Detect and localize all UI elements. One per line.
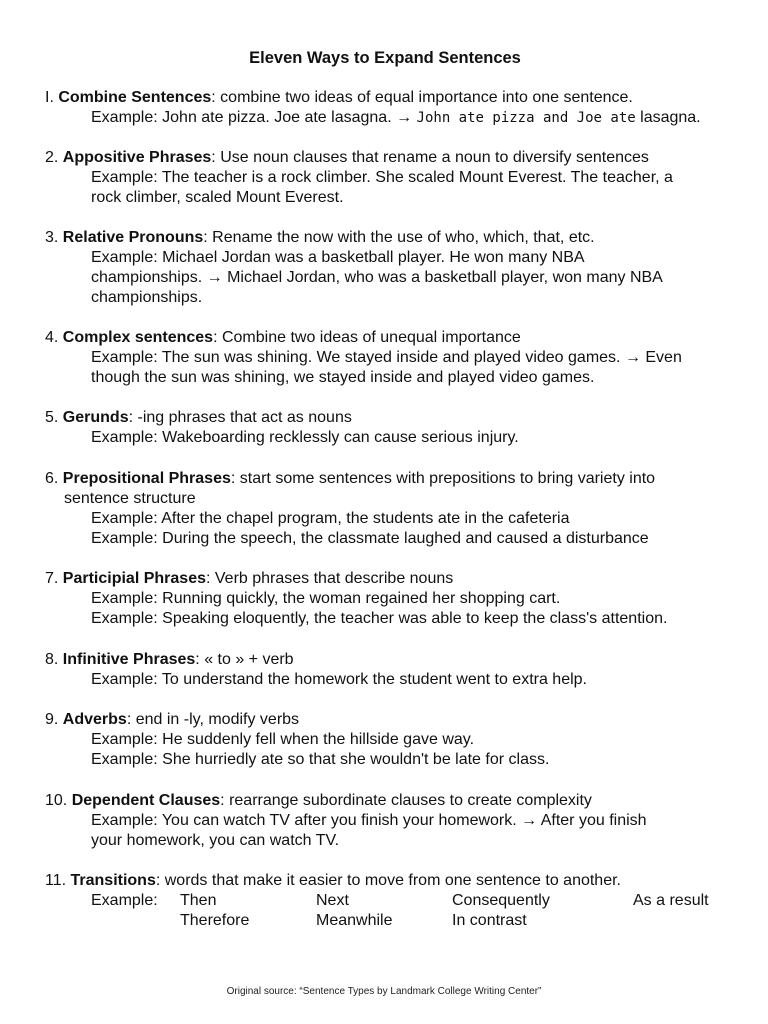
transition-word: As a result [633,892,709,909]
item-heading [45,148,735,168]
example-line: championships. [91,289,203,306]
example-label: Example: [91,892,158,909]
item-term: Gerunds [62,409,129,426]
item-heading [45,88,735,108]
example-line: Example: Speaking eloquently, the teacher was able to keep the class's attention. [91,610,668,627]
item-number: 2. [45,149,63,166]
example-line: championships. → Michael Jordan, who was a basketball player, won many NBA [91,269,663,286]
item-number: 6. [45,470,63,487]
example-line: Example: To understand the homework the student went to extra help. [91,671,587,688]
item-term: Dependent Clauses [71,792,221,809]
item-description: : rearrange subordinate clauses to create complexity [220,792,592,809]
item-description: : -ing phrases that act as nouns [128,409,352,426]
item-number: 9. [45,711,63,728]
example-mono-text: John ate pizza and Joe ate [416,110,636,126]
transition-word: Next [316,892,349,909]
item-description: : « to » + verb [195,651,294,668]
example-line: though the sun was shining, we stayed inside and played video games. [91,369,595,386]
item-number: 8. [45,651,63,668]
item-term: Adverbs [62,711,127,728]
item-description: : end in -ly, modify verbs [126,711,300,728]
item-description: : words that make it easier to move from one sentence to another. [155,872,621,889]
item-heading [45,791,735,811]
item-heading [45,871,735,891]
list-item-relative-pronouns [45,228,735,308]
example-line: your homework, you can watch TV. [91,832,340,849]
item-number: 4. [45,329,63,346]
item-heading [45,328,735,348]
item-term: Complex sentences [62,329,214,346]
transition-words-row [45,891,735,911]
list-item-complex-sentences [45,328,735,388]
item-term: Combine Sentences [58,89,212,106]
item-description: : Rename the now with the use of who, which, that, etc. [203,229,595,246]
item-heading [45,408,735,428]
example-line: Example: The sun was shining. We stayed inside and played video games. → Even [91,349,682,366]
item-description: : Verb phrases that describe nouns [205,570,454,587]
item-term: Appositive Phrases [62,149,212,166]
example-line: rock climber, scaled Mount Everest. [91,189,344,206]
item-heading [45,650,735,670]
example-line: Example: The teacher is a rock climber. She scaled Mount Everest. The teacher, a [91,169,673,186]
item-description: : start some sentences with prepositions to bring variety into [230,470,656,487]
transition-word: Meanwhile [316,912,393,929]
item-heading [45,469,735,489]
list-item-combine-sentences [45,88,735,128]
example-line: Example: Michael Jordan was a basketball player. He won many NBA [91,249,585,266]
list-item-participial-phrases [45,569,735,629]
item-description: : Use noun clauses that rename a noun to diversify sentences [211,149,649,166]
list-item-prepositional-phrases [45,469,735,549]
item-description: : combine two ideas of equal importance into one sentence. [211,89,633,106]
example-line: Example: During the speech, the classmate laughed and caused a disturbance [91,530,649,547]
item-term: Prepositional Phrases [62,470,231,487]
list-item-adverbs [45,710,735,770]
page-title: Eleven Ways to Expand Sentences [249,49,521,67]
item-description-continued: sentence structure [64,490,196,507]
item-term: Infinitive Phrases [62,651,196,668]
item-term: Participial Phrases [62,570,206,587]
list-item-dependent-clauses [45,791,735,851]
example-line: Example: He suddenly fell when the hillside gave way. [91,731,475,748]
item-number: 10. [45,792,72,809]
example-line: Example: Running quickly, the woman regained her shopping cart. [91,590,561,607]
item-description: : Combine two ideas of unequal importance [213,329,521,346]
list-item-appositive-phrases [45,148,735,208]
list-item-transitions [45,871,735,931]
example-line: Example: Wakeboarding recklessly can cause serious injury. [91,429,519,446]
list-item-gerunds [45,408,735,448]
item-number: I. [45,89,59,106]
item-heading [45,569,735,589]
example-line: Example: You can watch TV after you finish your homework. → After you finish [91,812,647,829]
item-heading [45,710,735,730]
transition-words-row [45,911,735,931]
item-number: 7. [45,570,63,587]
item-term: Relative Pronouns [62,229,204,246]
example-line: Example: After the chapel program, the students ate in the cafeteria [91,510,570,527]
source-footer: Original source: “Sentence Types by Landmark College Writing Center” [226,986,542,997]
example-line: Example: John ate pizza. Joe ate lasagna. → John ate pizza and Joe ate lasagna. [91,109,701,126]
item-number: 11. [45,872,71,889]
transition-word: Consequently [452,892,550,909]
example-line: Example: She hurriedly ate so that she wouldn't be late for class. [91,751,550,768]
transition-word: Therefore [180,912,250,929]
item-heading [45,228,735,248]
transition-word: In contrast [452,912,527,929]
transition-word: Then [180,892,217,909]
item-number: 3. [45,229,63,246]
list-item-infinitive-phrases [45,650,735,690]
item-term: Transitions [70,872,156,889]
item-number: 5. [45,409,63,426]
